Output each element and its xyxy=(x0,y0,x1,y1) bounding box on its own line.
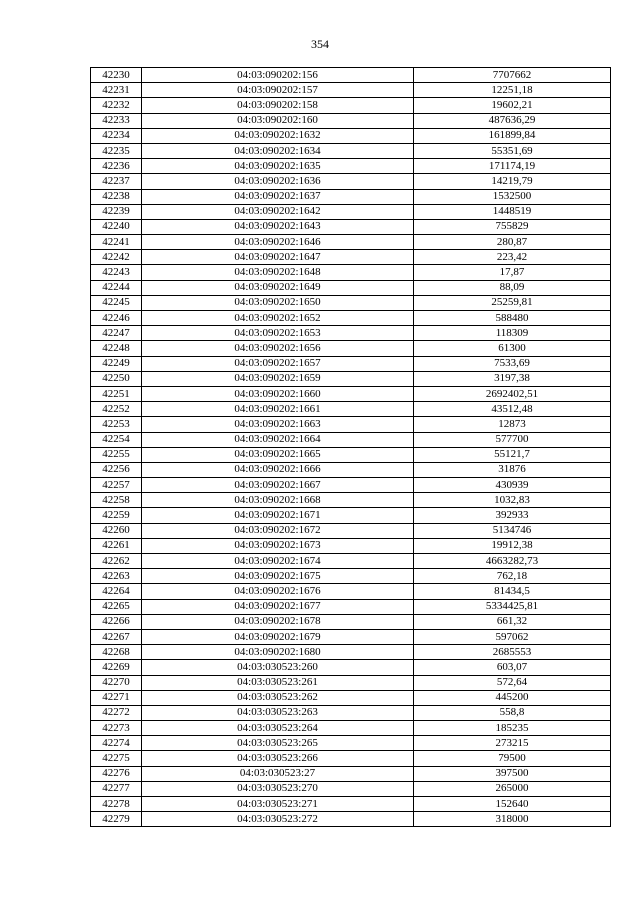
table-row xyxy=(91,402,611,417)
cadastral-number-cell: 04:03:030523:261 xyxy=(142,675,414,690)
row-number-cell: 42269 xyxy=(91,660,142,675)
value-cell: 7533,69 xyxy=(414,356,611,371)
row-number-cell: 42251 xyxy=(91,386,142,401)
table-row xyxy=(91,599,611,614)
row-number-cell: 42274 xyxy=(91,736,142,751)
row-number-cell: 42265 xyxy=(91,599,142,614)
cadastral-number-cell: 04:03:090202:1661 xyxy=(142,402,414,417)
table-row xyxy=(91,174,611,189)
row-number-cell: 42236 xyxy=(91,159,142,174)
cadastral-number-cell: 04:03:090202:1647 xyxy=(142,250,414,265)
value-cell: 223,42 xyxy=(414,250,611,265)
row-number-cell: 42260 xyxy=(91,523,142,538)
row-number-cell: 42267 xyxy=(91,629,142,644)
cadastral-number-cell: 04:03:090202:1680 xyxy=(142,645,414,660)
row-number-cell: 42245 xyxy=(91,295,142,310)
cadastral-number-cell: 04:03:090202:1665 xyxy=(142,447,414,462)
row-number-cell: 42253 xyxy=(91,417,142,432)
table-row xyxy=(91,478,611,493)
value-cell: 1448519 xyxy=(414,204,611,219)
cadastral-number-cell: 04:03:090202:1659 xyxy=(142,371,414,386)
table-row xyxy=(91,751,611,766)
row-number-cell: 42259 xyxy=(91,508,142,523)
cadastral-number-cell: 04:03:090202:1666 xyxy=(142,462,414,477)
table-body xyxy=(91,68,611,827)
cadastral-number-cell: 04:03:030523:265 xyxy=(142,736,414,751)
table-row xyxy=(91,645,611,660)
cadastral-number-cell: 04:03:030523:270 xyxy=(142,781,414,796)
row-number-cell: 42254 xyxy=(91,432,142,447)
table-row xyxy=(91,523,611,538)
table-row xyxy=(91,721,611,736)
row-number-cell: 42247 xyxy=(91,326,142,341)
row-number-cell: 42277 xyxy=(91,781,142,796)
table-row xyxy=(91,128,611,143)
cadastral-number-cell: 04:03:030523:271 xyxy=(142,797,414,812)
table-row xyxy=(91,660,611,675)
table-row xyxy=(91,341,611,356)
table-row xyxy=(91,417,611,432)
value-cell: 280,87 xyxy=(414,235,611,250)
table-row xyxy=(91,675,611,690)
row-number-cell: 42239 xyxy=(91,204,142,219)
row-number-cell: 42231 xyxy=(91,83,142,98)
value-cell: 397500 xyxy=(414,766,611,781)
row-number-cell: 42257 xyxy=(91,478,142,493)
value-cell: 161899,84 xyxy=(414,128,611,143)
row-number-cell: 42235 xyxy=(91,143,142,158)
cadastral-number-cell: 04:03:090202:156 xyxy=(142,68,414,83)
value-cell: 445200 xyxy=(414,690,611,705)
value-cell: 43512,48 xyxy=(414,402,611,417)
row-number-cell: 42244 xyxy=(91,280,142,295)
table-row xyxy=(91,356,611,371)
row-number-cell: 42249 xyxy=(91,356,142,371)
value-cell: 79500 xyxy=(414,751,611,766)
value-cell: 430939 xyxy=(414,478,611,493)
value-cell: 597062 xyxy=(414,629,611,644)
cadastral-number-cell: 04:03:090202:1673 xyxy=(142,538,414,553)
cadastral-number-cell: 04:03:090202:1671 xyxy=(142,508,414,523)
cadastral-number-cell: 04:03:090202:1675 xyxy=(142,569,414,584)
row-number-cell: 42246 xyxy=(91,311,142,326)
cadastral-number-cell: 04:03:090202:1657 xyxy=(142,356,414,371)
value-cell: 14219,79 xyxy=(414,174,611,189)
row-number-cell: 42271 xyxy=(91,690,142,705)
row-number-cell: 42262 xyxy=(91,554,142,569)
value-cell: 5134746 xyxy=(414,523,611,538)
table-row xyxy=(91,538,611,553)
value-cell: 55121,7 xyxy=(414,447,611,462)
cadastral-number-cell: 04:03:030523:260 xyxy=(142,660,414,675)
table-row xyxy=(91,371,611,386)
row-number-cell: 42263 xyxy=(91,569,142,584)
cadastral-number-cell: 04:03:090202:1677 xyxy=(142,599,414,614)
row-number-cell: 42272 xyxy=(91,705,142,720)
value-cell: 4663282,73 xyxy=(414,554,611,569)
value-cell: 185235 xyxy=(414,721,611,736)
table-row xyxy=(91,629,611,644)
cadastral-number-cell: 04:03:090202:1632 xyxy=(142,128,414,143)
row-number-cell: 42233 xyxy=(91,113,142,128)
cadastral-number-cell: 04:03:090202:1676 xyxy=(142,584,414,599)
value-cell: 487636,29 xyxy=(414,113,611,128)
cadastral-number-cell: 04:03:030523:272 xyxy=(142,812,414,827)
value-cell: 12251,18 xyxy=(414,83,611,98)
cadastral-number-cell: 04:03:090202:1637 xyxy=(142,189,414,204)
row-number-cell: 42279 xyxy=(91,812,142,827)
cadastral-value-table xyxy=(90,67,611,827)
cadastral-number-cell: 04:03:030523:263 xyxy=(142,705,414,720)
value-cell: 12873 xyxy=(414,417,611,432)
value-cell: 118309 xyxy=(414,326,611,341)
cadastral-number-cell: 04:03:030523:262 xyxy=(142,690,414,705)
row-number-cell: 42230 xyxy=(91,68,142,83)
table-row xyxy=(91,569,611,584)
row-number-cell: 42241 xyxy=(91,235,142,250)
table-row xyxy=(91,690,611,705)
table-row xyxy=(91,508,611,523)
row-number-cell: 42234 xyxy=(91,128,142,143)
value-cell: 558,8 xyxy=(414,705,611,720)
value-cell: 88,09 xyxy=(414,280,611,295)
table-row xyxy=(91,766,611,781)
cadastral-number-cell: 04:03:030523:27 xyxy=(142,766,414,781)
table-row xyxy=(91,219,611,234)
row-number-cell: 42273 xyxy=(91,721,142,736)
table-row xyxy=(91,143,611,158)
value-cell: 25259,81 xyxy=(414,295,611,310)
row-number-cell: 42250 xyxy=(91,371,142,386)
table-row xyxy=(91,311,611,326)
cadastral-number-cell: 04:03:090202:1653 xyxy=(142,326,414,341)
table-row xyxy=(91,265,611,280)
table-row xyxy=(91,189,611,204)
value-cell: 273215 xyxy=(414,736,611,751)
row-number-cell: 42275 xyxy=(91,751,142,766)
row-number-cell: 42268 xyxy=(91,645,142,660)
cadastral-number-cell: 04:03:090202:1643 xyxy=(142,219,414,234)
cadastral-number-cell: 04:03:090202:1649 xyxy=(142,280,414,295)
value-cell: 2685553 xyxy=(414,645,611,660)
value-cell: 171174,19 xyxy=(414,159,611,174)
cadastral-number-cell: 04:03:030523:266 xyxy=(142,751,414,766)
value-cell: 3197,38 xyxy=(414,371,611,386)
table-row xyxy=(91,781,611,796)
value-cell: 2692402,51 xyxy=(414,386,611,401)
table-row xyxy=(91,736,611,751)
cadastral-number-cell: 04:03:090202:1646 xyxy=(142,235,414,250)
value-cell: 661,32 xyxy=(414,614,611,629)
cadastral-number-cell: 04:03:090202:1672 xyxy=(142,523,414,538)
row-number-cell: 42248 xyxy=(91,341,142,356)
row-number-cell: 42237 xyxy=(91,174,142,189)
table-row xyxy=(91,235,611,250)
table-row xyxy=(91,386,611,401)
value-cell: 7707662 xyxy=(414,68,611,83)
cadastral-number-cell: 04:03:090202:157 xyxy=(142,83,414,98)
cadastral-number-cell: 04:03:090202:1674 xyxy=(142,554,414,569)
value-cell: 17,87 xyxy=(414,265,611,280)
cadastral-number-cell: 04:03:090202:1656 xyxy=(142,341,414,356)
cadastral-number-cell: 04:03:090202:1648 xyxy=(142,265,414,280)
table-row xyxy=(91,204,611,219)
cadastral-number-cell: 04:03:090202:1664 xyxy=(142,432,414,447)
cadastral-number-cell: 04:03:090202:1650 xyxy=(142,295,414,310)
value-cell: 1532500 xyxy=(414,189,611,204)
value-cell: 81434,5 xyxy=(414,584,611,599)
row-number-cell: 42264 xyxy=(91,584,142,599)
cadastral-number-cell: 04:03:090202:1679 xyxy=(142,629,414,644)
value-cell: 152640 xyxy=(414,797,611,812)
table-row xyxy=(91,159,611,174)
table-row xyxy=(91,447,611,462)
table-row xyxy=(91,295,611,310)
row-number-cell: 42240 xyxy=(91,219,142,234)
table-row xyxy=(91,812,611,827)
table-row xyxy=(91,584,611,599)
table-row xyxy=(91,614,611,629)
cadastral-number-cell: 04:03:030523:264 xyxy=(142,721,414,736)
page-number: 354 xyxy=(311,37,329,51)
row-number-cell: 42270 xyxy=(91,675,142,690)
cadastral-number-cell: 04:03:090202:1667 xyxy=(142,478,414,493)
row-number-cell: 42255 xyxy=(91,447,142,462)
value-cell: 762,18 xyxy=(414,569,611,584)
row-number-cell: 42242 xyxy=(91,250,142,265)
cadastral-number-cell: 04:03:090202:1668 xyxy=(142,493,414,508)
cadastral-number-cell: 04:03:090202:1634 xyxy=(142,143,414,158)
value-cell: 31876 xyxy=(414,462,611,477)
row-number-cell: 42256 xyxy=(91,462,142,477)
value-cell: 55351,69 xyxy=(414,143,611,158)
value-cell: 392933 xyxy=(414,508,611,523)
row-number-cell: 42278 xyxy=(91,797,142,812)
table-row xyxy=(91,432,611,447)
table-row xyxy=(91,326,611,341)
table-row xyxy=(91,83,611,98)
value-cell: 19912,38 xyxy=(414,538,611,553)
row-number-cell: 42238 xyxy=(91,189,142,204)
cadastral-number-cell: 04:03:090202:1678 xyxy=(142,614,414,629)
value-cell: 572,64 xyxy=(414,675,611,690)
cadastral-number-cell: 04:03:090202:1642 xyxy=(142,204,414,219)
value-cell: 19602,21 xyxy=(414,98,611,113)
table-row xyxy=(91,554,611,569)
row-number-cell: 42252 xyxy=(91,402,142,417)
table-row xyxy=(91,98,611,113)
table-row xyxy=(91,462,611,477)
cadastral-number-cell: 04:03:090202:1663 xyxy=(142,417,414,432)
table-row xyxy=(91,705,611,720)
table-row xyxy=(91,250,611,265)
row-number-cell: 42266 xyxy=(91,614,142,629)
row-number-cell: 42276 xyxy=(91,766,142,781)
table-row xyxy=(91,280,611,295)
cadastral-number-cell: 04:03:090202:1652 xyxy=(142,311,414,326)
table-row xyxy=(91,113,611,128)
cadastral-number-cell: 04:03:090202:158 xyxy=(142,98,414,113)
cadastral-number-cell: 04:03:090202:1660 xyxy=(142,386,414,401)
table-row xyxy=(91,493,611,508)
value-cell: 577700 xyxy=(414,432,611,447)
row-number-cell: 42261 xyxy=(91,538,142,553)
cadastral-number-cell: 04:03:090202:1635 xyxy=(142,159,414,174)
value-cell: 1032,83 xyxy=(414,493,611,508)
row-number-cell: 42243 xyxy=(91,265,142,280)
table-row xyxy=(91,68,611,83)
value-cell: 265000 xyxy=(414,781,611,796)
row-number-cell: 42232 xyxy=(91,98,142,113)
value-cell: 603,07 xyxy=(414,660,611,675)
value-cell: 588480 xyxy=(414,311,611,326)
row-number-cell: 42258 xyxy=(91,493,142,508)
value-cell: 755829 xyxy=(414,219,611,234)
value-cell: 5334425,81 xyxy=(414,599,611,614)
cadastral-number-cell: 04:03:090202:160 xyxy=(142,113,414,128)
table-row xyxy=(91,797,611,812)
value-cell: 61300 xyxy=(414,341,611,356)
value-cell: 318000 xyxy=(414,812,611,827)
cadastral-number-cell: 04:03:090202:1636 xyxy=(142,174,414,189)
